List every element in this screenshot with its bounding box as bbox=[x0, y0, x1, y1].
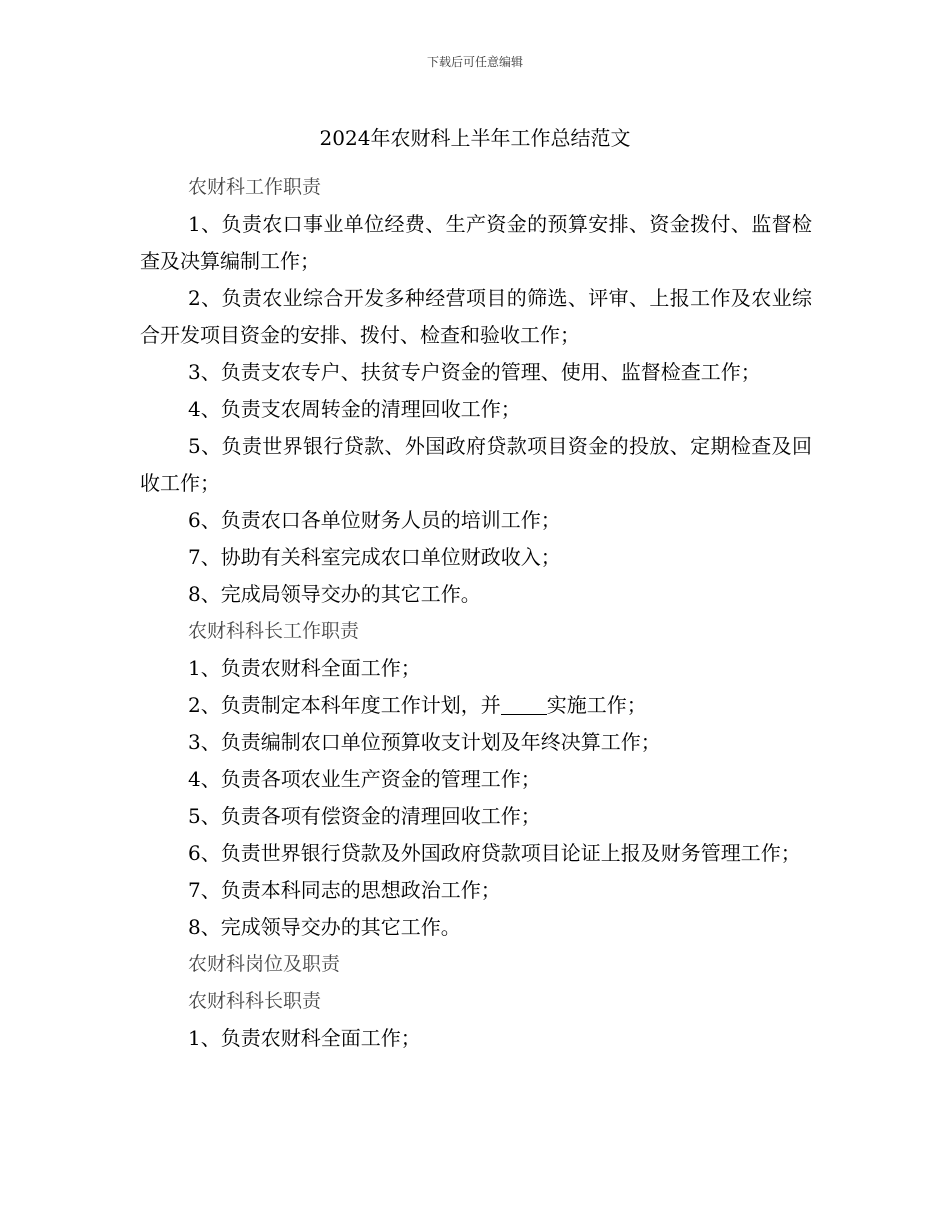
list-item: 3、负责编制农口单位预算收支计划及年终决算工作； bbox=[188, 730, 661, 754]
document-title: 2024年农财科上半年工作总结范文 bbox=[319, 126, 631, 150]
list-item: 2、负责农业综合开发多种经营项目的筛选、评审、上报工作及农业综合开发项目资金的安排、拨付、检查和验收工作； bbox=[140, 286, 812, 347]
list-item: 6、负责农口各单位财务人员的培训工作； bbox=[188, 508, 561, 532]
list-item: 6、负责世界银行贷款及外国政府贷款项目论证上报及财务管理工作； bbox=[188, 841, 801, 865]
list-item-text: 2、负责制定本科年度工作计划，并 bbox=[188, 693, 501, 717]
section-heading: 农财科科长工作职责 bbox=[188, 620, 360, 642]
list-item: 7、协助有关科室完成农口单位财政收入； bbox=[188, 545, 561, 569]
list-item: 8、完成领导交办的其它工作。 bbox=[188, 915, 461, 939]
document-body bbox=[140, 169, 812, 1057]
section-heading: 农财科科长职责 bbox=[188, 990, 322, 1012]
list-item: 4、负责各项农业生产资金的管理工作； bbox=[188, 767, 541, 791]
fill-in-blank bbox=[501, 694, 547, 715]
list-item: 4、负责支农周转金的清理回收工作； bbox=[188, 397, 521, 421]
list-item: 3、负责支农专户、扶贫专户资金的管理、使用、监督检查工作； bbox=[188, 360, 761, 384]
list-item bbox=[140, 687, 812, 724]
header-note: 下载后可任意编辑 bbox=[426, 55, 523, 69]
section-heading: 农财科岗位及职责 bbox=[188, 953, 341, 975]
list-item: 7、负责本科同志的思想政治工作； bbox=[188, 878, 501, 902]
list-item: 8、完成局领导交办的其它工作。 bbox=[188, 582, 481, 606]
list-item-text-suffix: 实施工作； bbox=[546, 693, 647, 717]
list-item: 5、负责各项有偿资金的清理回收工作； bbox=[188, 804, 541, 828]
list-item: 5、负责世界银行贷款、外国政府贷款项目资金的投放、定期检查及回收工作； bbox=[140, 434, 812, 495]
list-item: 1、负责农财科全面工作； bbox=[188, 656, 421, 680]
list-item: 1、负责农财科全面工作； bbox=[188, 1026, 421, 1050]
section-heading: 农财科工作职责 bbox=[188, 176, 322, 198]
list-item: 1、负责农口事业单位经费、生产资金的预算安排、资金拨付、监督检查及决算编制工作； bbox=[140, 212, 812, 273]
